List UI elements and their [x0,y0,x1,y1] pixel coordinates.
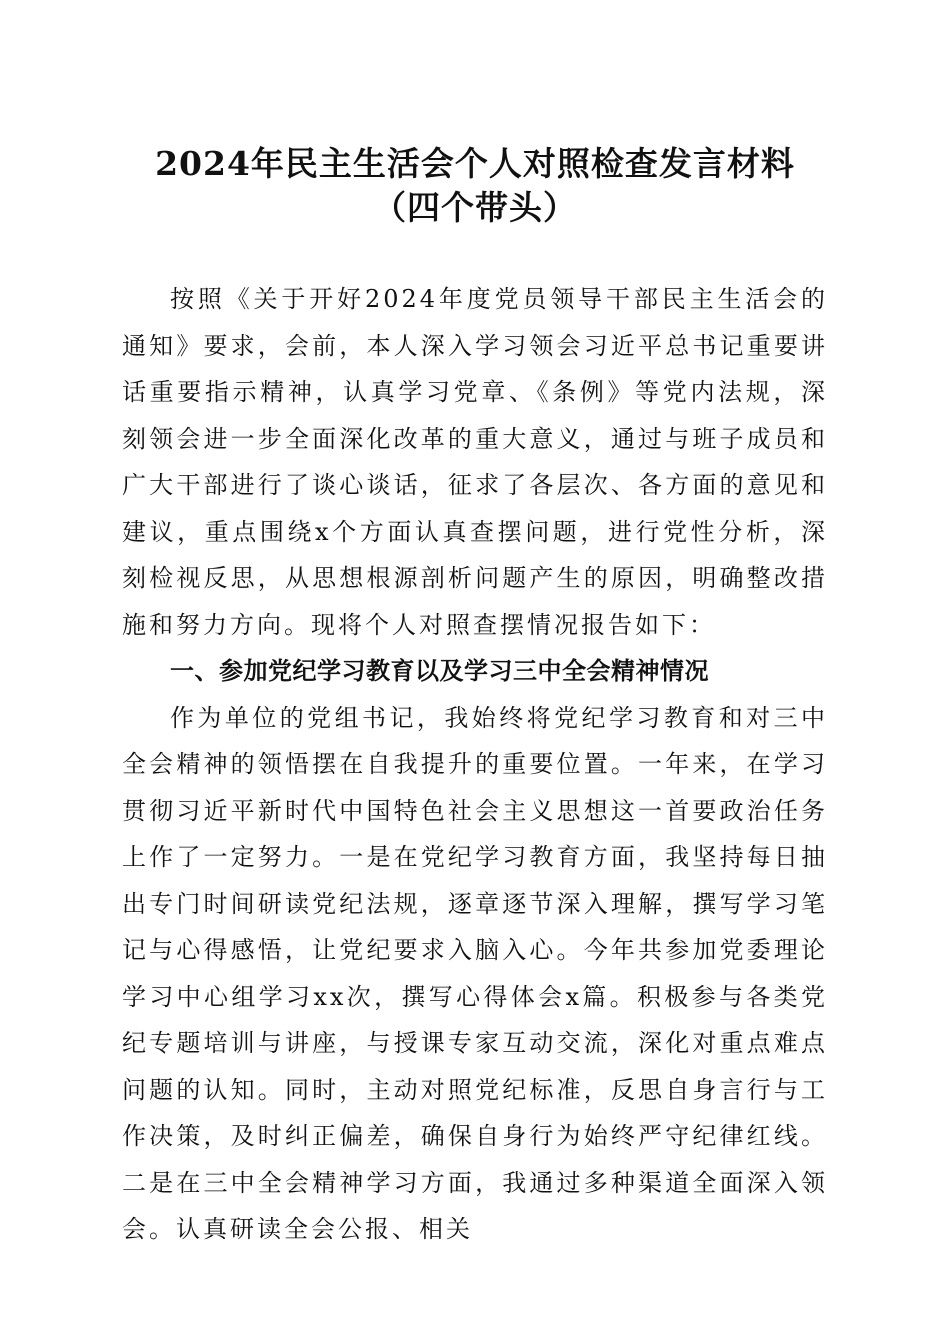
intro-paragraph: 按照《关于开好2024年度党员领导干部民主生活会的通知》要求，会前，本人深入学习领会习近平总书记重要讲话重要指示精神，认真学习党章、《条例》等党内法规，深刻领会进一步全面深化改革的重大意义，通过与班子成员和广大干部进行了谈心谈话，征求了各层次、各方面的意见和建议，重点围绕x个方面认真查摆问题，进行党性分析，深刻检视反思，从思想根源剖析问题产生的原因，明确整改措施和努力方向。现将个人对照查摆情况报告如下： [122,285,828,639]
document-body [122,276,828,1253]
document-title: 2024年民主生活会个人对照检查发言材料 [155,144,795,183]
section-heading: 一、参加党纪学习教育以及学习三中全会精神情况 [170,657,709,685]
document-subtitle: （四个带头） [373,188,577,227]
section-paragraph: 作为单位的党组书记，我始终将党纪学习教育和对三中全会精神的领悟摆在自我提升的重要位置。一年来，在学习贯彻习近平新时代中国特色社会主义思想这一首要政治任务上作了一定努力。一是在党纪学习教育方面，我坚持每日抽出专门时间研读党纪法规，逐章逐节深入理解，撰写学习笔记与心得感悟，让党纪要求入脑入心。今年共参加党委理论学习中心组学习xx次，撰写心得体会x篇。积极参与各类党纪专题培训与讲座，与授课专家互动交流，深化对重点难点问题的认知。同时，主动对照党纪标准，反思自身言行与工作决策，及时纠正偏差，确保自身行为始终严守纪律红线。二是在三中全会精神学习方面，我通过多种渠道全面深入领会。认真研读全会公报、相关 [122,703,828,1243]
